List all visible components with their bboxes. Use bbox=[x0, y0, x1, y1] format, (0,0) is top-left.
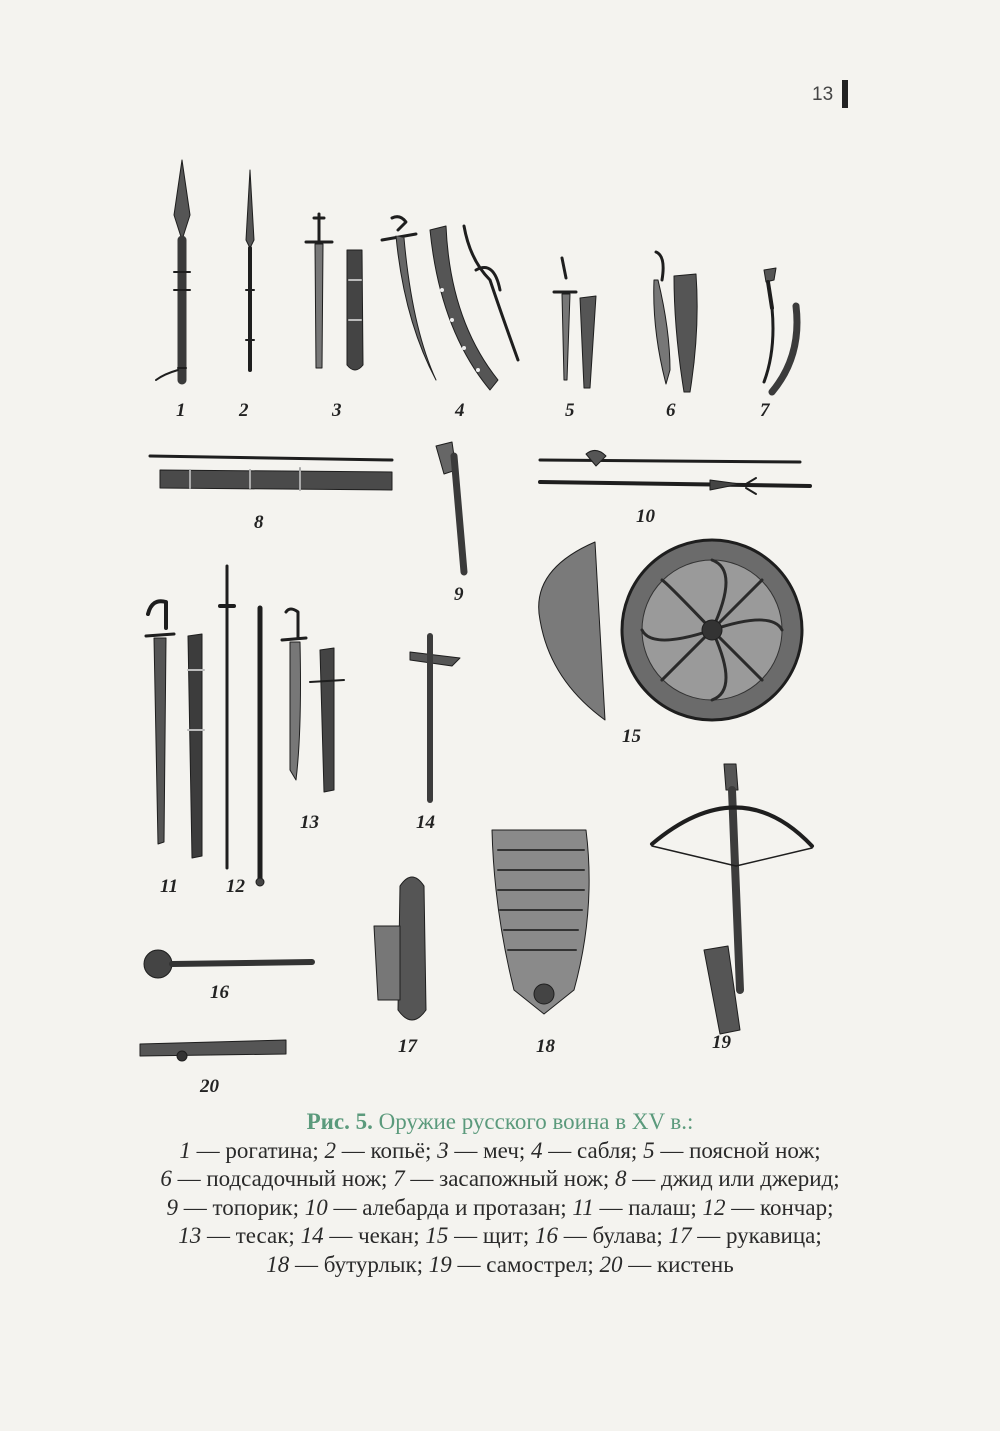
weapon-5-poyasnoy-nozh-drawing bbox=[554, 258, 596, 388]
weapon-20-kisten-drawing bbox=[140, 1040, 286, 1061]
figure-label-7: 7 bbox=[760, 400, 770, 421]
figure-label-12: 12 bbox=[226, 876, 245, 897]
caption-title-line bbox=[60, 1108, 940, 1137]
caption-item-number: 13 bbox=[178, 1223, 202, 1248]
caption-line-2: 6 — подсадочный нож; 7 — засапожный нож; 8 — джид или джерид; bbox=[160, 1166, 840, 1191]
figure-label-20: 20 bbox=[200, 1076, 219, 1097]
caption-title: Оружие русского воина в XV в.: bbox=[378, 1109, 694, 1134]
caption-item-number: 16 bbox=[535, 1223, 559, 1248]
caption-item-number: 18 bbox=[266, 1251, 290, 1277]
caption-label: Рис. 5. bbox=[306, 1109, 373, 1134]
caption-item-number: 3 bbox=[437, 1137, 449, 1163]
caption-item-text: самострел bbox=[486, 1251, 588, 1277]
weapon-6-podsadochny-nozh-drawing bbox=[654, 252, 697, 392]
caption-line-1: 1 — рогатина; 2 — копьё; 3 — меч; 4 — сабля; 5 — поясной нож; bbox=[179, 1137, 821, 1163]
weapon-18-buturlyk-drawing bbox=[492, 830, 589, 1014]
weapon-12-konchar-drawing bbox=[220, 566, 264, 886]
caption-item-text: копьё bbox=[370, 1137, 425, 1163]
figure-label-11: 11 bbox=[160, 876, 178, 897]
caption-item-text: чекан bbox=[358, 1223, 414, 1248]
caption-item-text: поясной нож bbox=[689, 1137, 815, 1163]
caption-item-text: палаш bbox=[628, 1194, 691, 1220]
caption-item-number: 20 bbox=[599, 1251, 623, 1277]
caption-item-number: 4 bbox=[531, 1137, 543, 1163]
caption-item-number: 7 bbox=[393, 1166, 405, 1191]
weapon-7-zasapozhny-nozh-drawing bbox=[764, 268, 797, 392]
caption-item-text: рукавица bbox=[725, 1223, 816, 1248]
weapon-8-dzhid-drawing bbox=[150, 456, 392, 490]
caption-item-number: 11 bbox=[572, 1194, 594, 1220]
figure-label-5: 5 bbox=[565, 400, 575, 421]
weapon-10-alebarda-drawing bbox=[540, 450, 810, 494]
figure-label-19: 19 bbox=[712, 1032, 731, 1053]
caption-item-text: тесак bbox=[235, 1223, 289, 1248]
caption-item-number: 14 bbox=[300, 1223, 324, 1248]
caption-item-number: 1 bbox=[179, 1137, 191, 1163]
weapon-15-shchit-drawing bbox=[539, 540, 802, 720]
caption-item-text: подсадочный нож bbox=[206, 1166, 381, 1191]
caption-item-text: бутурлык bbox=[323, 1251, 417, 1277]
figure-label-17: 17 bbox=[398, 1036, 417, 1057]
caption-item-number: 19 bbox=[428, 1251, 452, 1277]
figure-label-9: 9 bbox=[454, 584, 464, 605]
figure-label-2: 2 bbox=[239, 400, 249, 421]
caption-item-text: алебарда и протазан bbox=[362, 1194, 561, 1220]
caption-item-number: 8 bbox=[615, 1166, 627, 1191]
caption-item-text: рогатина bbox=[225, 1137, 313, 1163]
caption-item-text: топорик bbox=[212, 1194, 293, 1220]
caption-item-text: булава bbox=[592, 1223, 657, 1248]
figure-label-13: 13 bbox=[300, 812, 319, 833]
figure-label-14: 14 bbox=[416, 812, 435, 833]
figure-label-18: 18 bbox=[536, 1036, 555, 1057]
caption-item-text: кончар bbox=[759, 1194, 828, 1220]
caption-item-number: 9 bbox=[166, 1194, 179, 1220]
figure-label-1: 1 bbox=[176, 400, 186, 421]
figure-label-15: 15 bbox=[622, 726, 641, 747]
figure-label-3: 3 bbox=[332, 400, 342, 421]
weapon-16-bulava-drawing bbox=[144, 950, 312, 978]
figure-label-4: 4 bbox=[455, 400, 465, 421]
figure-caption bbox=[60, 1108, 940, 1279]
figure-label-10: 10 bbox=[636, 506, 655, 527]
caption-item-text: джид или джерид bbox=[661, 1166, 834, 1191]
weapon-2-kopyo-drawing bbox=[246, 170, 254, 370]
caption-item-text: щит bbox=[482, 1223, 523, 1248]
caption-item-text: засапожный нож bbox=[439, 1166, 603, 1191]
figure-label-8: 8 bbox=[254, 512, 264, 533]
weapon-3-mech-drawing bbox=[306, 214, 363, 370]
page-number: 13 bbox=[812, 84, 834, 105]
caption-item-number: 10 bbox=[304, 1194, 328, 1220]
caption-line-4: 13 — тесак; 14 — чекан; 15 — щит; 16 — булава; 17 — рукавица; bbox=[178, 1223, 822, 1248]
caption-item-number: 6 bbox=[160, 1166, 172, 1191]
caption-item-number: 5 bbox=[643, 1137, 655, 1163]
caption-item-number: 17 bbox=[668, 1223, 692, 1248]
weapon-17-rukavitsa-drawing bbox=[374, 877, 426, 1020]
weapons-figure bbox=[100, 130, 860, 1110]
figure-label-16: 16 bbox=[210, 982, 229, 1003]
caption-item-text: сабля bbox=[577, 1137, 631, 1163]
caption-item-text: меч bbox=[483, 1137, 519, 1163]
weapon-1-rogatina-drawing bbox=[156, 160, 190, 380]
caption-item-number: 2 bbox=[324, 1137, 336, 1163]
weapon-11-palash-drawing bbox=[146, 601, 204, 858]
caption-item-number: 15 bbox=[425, 1223, 449, 1248]
caption-line-5: 18 — бутурлык; 19 — самострел; 20 — кистень bbox=[266, 1251, 734, 1277]
page-number-bar bbox=[842, 80, 848, 108]
figure-label-6: 6 bbox=[666, 400, 676, 421]
caption-item-number: 12 bbox=[702, 1194, 726, 1220]
caption-item-text: кистень bbox=[656, 1251, 734, 1277]
weapon-14-chekan-drawing bbox=[410, 636, 460, 800]
weapon-9-toporik-drawing bbox=[436, 442, 464, 572]
weapon-19-samostrel-drawing bbox=[652, 764, 812, 1034]
caption-line-3: 9 — топорик; 10 — алебарда и протазан; 11 — палаш; 12 — кончар; bbox=[166, 1194, 834, 1220]
weapons-illustration bbox=[100, 130, 860, 1110]
weapon-13-tesak-drawing bbox=[282, 609, 344, 792]
weapon-4-sablya-drawing bbox=[382, 217, 518, 390]
